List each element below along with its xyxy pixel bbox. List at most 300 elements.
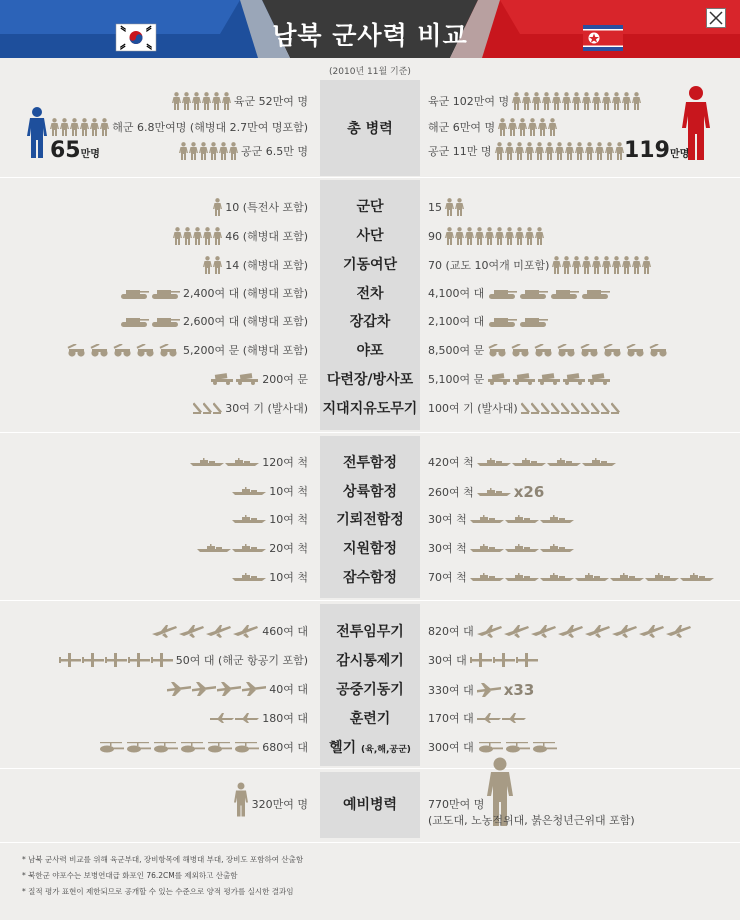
row-label-text: 군단 [356, 199, 384, 215]
south-value: 10여 척 [269, 513, 308, 526]
row-label [320, 452, 420, 472]
soldier-icon [575, 142, 584, 160]
south-value: 2,600여 대 (해병대 포함) [183, 315, 308, 328]
artillery-icon [66, 344, 88, 357]
ship-icon [470, 544, 504, 552]
row-label-text: 상륙함정 [342, 484, 398, 500]
north-row [428, 540, 574, 556]
tank-icon [119, 287, 149, 300]
south-row [232, 483, 308, 499]
heli-icon [504, 741, 530, 753]
south-row [210, 710, 308, 726]
soldier-icon [505, 227, 514, 245]
north-value: 8,500여 문 [428, 344, 485, 357]
row-label [320, 650, 420, 670]
multiplier-label: x33 [503, 681, 535, 699]
soldier-icon [515, 142, 524, 160]
south-value: 40여 대 [269, 683, 308, 696]
missile-icons [193, 402, 222, 415]
ship-icons [470, 573, 714, 581]
artillery-icon [533, 344, 555, 357]
soldier-icon [525, 142, 534, 160]
ship-icon [197, 544, 231, 552]
south-value: 5,200여 문 (해병대 포함) [183, 344, 308, 357]
south-row [59, 652, 308, 668]
tank-icon [518, 287, 548, 300]
soldier-icon [622, 256, 631, 274]
jet-icons [152, 624, 259, 638]
tank-icon [549, 287, 579, 300]
divider [0, 768, 740, 769]
mlrs-icons [487, 373, 611, 385]
north-value: 육군 102만여 명 [428, 95, 510, 108]
footnote: * 북한군 야포수는 보병연대급 화포인 76.2CM를 제외하고 산출함 [22, 871, 238, 880]
soldier-icon [50, 118, 59, 136]
north-row [428, 569, 714, 585]
ship-icons [477, 458, 616, 466]
jet-icon [666, 624, 692, 638]
ship-icon [582, 458, 616, 466]
row-label [320, 621, 420, 641]
soldier-icon [495, 142, 504, 160]
close-button[interactable] [706, 8, 726, 28]
soldier-icon [182, 92, 191, 110]
north-row [428, 739, 557, 755]
prop-icon [151, 653, 173, 667]
north-row [428, 681, 534, 699]
artillery-icon [487, 344, 509, 357]
mlrs-icon [537, 373, 561, 385]
ship-icons [190, 458, 259, 466]
soldier-icon [535, 227, 544, 245]
row-label: 예비병력 [342, 797, 398, 813]
soldier-icons [203, 256, 222, 274]
footnote: * 남북 군사력 비교를 위해 육군부대, 장비항목에 해병대 부대, 장비도 포함하여 산출함 [22, 855, 304, 864]
ship-icon [232, 573, 266, 581]
heli-icon [125, 741, 151, 753]
north-value: 260여 척 [428, 486, 474, 499]
trainer-icon [502, 713, 526, 723]
soldier-icon [552, 92, 561, 110]
jet-icon [152, 624, 178, 638]
soldier-icon [538, 118, 547, 136]
north-value: 100여 기 (발사대) [428, 402, 518, 415]
missile-icon [581, 402, 590, 415]
ship-icons [470, 515, 574, 523]
ship-icon [540, 544, 574, 552]
north-value: 70 (교도 10여개 미포함) [428, 259, 550, 272]
south-soldier-icon [22, 106, 52, 162]
north-value: 30여 대 [428, 654, 467, 667]
north-row [428, 285, 610, 301]
row-label-text: 사단 [356, 228, 384, 244]
artillery-icon [158, 344, 180, 357]
soldier-icon [612, 92, 621, 110]
soldier-icon [80, 118, 89, 136]
soldier-icon [172, 92, 181, 110]
prop-icon [128, 653, 150, 667]
row-label [320, 481, 420, 501]
south-row [98, 739, 308, 755]
north-row [428, 400, 620, 416]
row-label-text: 공중기동기 [336, 682, 404, 698]
soldier-icon [562, 92, 571, 110]
north-row [428, 371, 611, 387]
south-value: 120여 척 [262, 456, 308, 469]
soldier-icon [212, 92, 221, 110]
soldier-icon [229, 142, 238, 160]
soldier-icon [572, 92, 581, 110]
artillery-icon [135, 344, 157, 357]
tank-icon [150, 287, 180, 300]
north-value: 70여 척 [428, 571, 467, 584]
row-label-text: 잠수함정 [342, 570, 398, 586]
south-row [210, 371, 308, 387]
divider [0, 177, 740, 178]
soldier-icon [632, 92, 641, 110]
soldier-icon [455, 198, 464, 216]
ship-icon [680, 573, 714, 581]
soldier-icon [535, 142, 544, 160]
ship-icon [610, 573, 644, 581]
north-value: 330여 대 [428, 684, 474, 697]
missile-icon [591, 402, 600, 415]
south-value: 50여 대 (해군 항공기 포함) [175, 654, 308, 667]
soldier-icons [213, 198, 222, 216]
soldier-icon [555, 142, 564, 160]
divider [0, 432, 740, 433]
soldier-icon [545, 142, 554, 160]
north-value: 2,100여 대 [428, 315, 485, 328]
ship-icon [540, 573, 574, 581]
soldier-icons [498, 118, 557, 136]
soldier-icons [173, 227, 222, 245]
ship-icons [477, 488, 511, 496]
south-row [152, 623, 308, 639]
south-value: 200여 문 [262, 373, 308, 386]
transport-icons [167, 682, 266, 696]
divider [0, 600, 740, 601]
north-korea-flag-icon [583, 25, 623, 51]
row-label-text: 지원함정 [342, 541, 398, 557]
north-row [428, 313, 548, 329]
heli-icon [152, 741, 178, 753]
ship-icon [512, 458, 546, 466]
north-value: 30여 척 [428, 542, 467, 555]
tank-icon [580, 287, 610, 300]
soldier-icon [632, 256, 641, 274]
missile-icon [601, 402, 610, 415]
row-label-text: 헬기 [329, 740, 357, 756]
soldier-icon [193, 227, 202, 245]
artillery-icon [648, 344, 670, 357]
soldier-icon [202, 92, 211, 110]
missile-icon [203, 402, 212, 415]
soldier-icon [542, 92, 551, 110]
soldier-icon [565, 142, 574, 160]
close-icon [707, 9, 725, 27]
row-label-text: 야포 [356, 343, 384, 359]
south-row [66, 342, 308, 358]
soldier-icon [602, 256, 611, 274]
tank-icons [487, 315, 548, 328]
tank-icon [518, 315, 548, 328]
south-value: 공군 6.5만 명 [241, 145, 308, 158]
north-value: 420여 척 [428, 456, 474, 469]
south-value: 320만여 명 [251, 798, 308, 811]
soldier-icon [70, 118, 79, 136]
south-value: 해군 6.8만여명 (해병대 2.7만여 명포함) [112, 121, 308, 134]
soldier-icon [232, 782, 250, 818]
north-row [428, 198, 464, 216]
row-label [320, 340, 420, 360]
ship-icon [232, 544, 266, 552]
heli-icon [206, 741, 232, 753]
artillery-icon [510, 344, 532, 357]
trainer-icon [210, 713, 234, 723]
footnote: * 질적 평가 표현이 제한되므로 공개할 수 있는 수준으로 양적 평가를 실시한 결과임 [22, 887, 294, 896]
ship-icon [540, 515, 574, 523]
south-row [203, 256, 308, 274]
ship-icon [477, 458, 511, 466]
south-value: 육군 52만여 명 [233, 95, 308, 108]
transport-icon [167, 682, 191, 696]
ship-icons [232, 573, 266, 581]
soldier-icons [445, 227, 544, 245]
north-row [428, 652, 538, 668]
row-label-text: 감시통제기 [336, 653, 404, 669]
soldier-icon [525, 227, 534, 245]
row-label [320, 509, 420, 529]
south-value: 20여 척 [269, 542, 308, 555]
row-label-note: (육,해,공군) [361, 745, 411, 755]
row-label [320, 369, 420, 389]
missile-icons [521, 402, 620, 415]
ship-icon [505, 515, 539, 523]
soldier-icon [179, 142, 188, 160]
missile-icon [551, 402, 560, 415]
heli-icon [531, 741, 557, 753]
soldier-icon [485, 227, 494, 245]
prop-icons [470, 653, 538, 667]
soldier-icon [173, 227, 182, 245]
prop-icon [470, 653, 492, 667]
artillery-icon [556, 344, 578, 357]
south-row [167, 681, 308, 697]
north-value: 300여 대 [428, 741, 474, 754]
ship-icon [232, 487, 266, 495]
soldier-icon [605, 142, 614, 160]
north-value: 90 [428, 229, 442, 243]
trainer-icons [210, 713, 259, 723]
trainer-icon [477, 713, 501, 723]
soldier-icon [518, 118, 527, 136]
prop-icon [82, 653, 104, 667]
transport-icon [242, 682, 266, 696]
ship-icon [575, 573, 609, 581]
north-value: 770만여 명 [428, 798, 485, 811]
soldier-icon [203, 256, 212, 274]
soldier-icon [548, 118, 557, 136]
soldier-icon [60, 118, 69, 136]
row-label [320, 196, 420, 216]
jet-icon [558, 624, 584, 638]
row-label [320, 311, 420, 331]
mlrs-icon [210, 373, 234, 385]
soldier-icon [213, 256, 222, 274]
header [0, 0, 740, 62]
north-total-row [428, 118, 557, 136]
soldier-icon [592, 256, 601, 274]
soldier-icon [455, 227, 464, 245]
jet-icon [233, 624, 259, 638]
soldier-icon [582, 256, 591, 274]
row-label-text: 기동여단 [342, 257, 398, 273]
row-label [320, 254, 420, 274]
south-row [119, 285, 308, 301]
soldier-icon [213, 198, 222, 216]
soldier-icon [552, 256, 561, 274]
soldier-icon [572, 256, 581, 274]
row-label-text: 전투임무기 [336, 624, 404, 640]
soldier-icons [552, 256, 651, 274]
south-value: 180여 대 [262, 712, 308, 725]
soldier-icon [445, 198, 454, 216]
jet-icon [477, 624, 503, 638]
missile-icon [611, 402, 620, 415]
ship-icons [197, 544, 266, 552]
ship-icon [470, 573, 504, 581]
north-row [428, 623, 692, 639]
transport-icon [192, 682, 216, 696]
transport-icons [477, 683, 501, 697]
prop-icon [516, 653, 538, 667]
north-subvalue: (교도대, 노농적위대, 붉은청년근위대 포함) [428, 814, 635, 827]
south-korea-flag-icon [116, 24, 156, 51]
prop-icon [105, 653, 127, 667]
heli-icons [98, 741, 259, 753]
missile-icon [213, 402, 222, 415]
ship-icon [190, 458, 224, 466]
mlrs-icon [562, 373, 586, 385]
soldier-icon [592, 92, 601, 110]
jet-icon [612, 624, 638, 638]
soldier-icon [515, 227, 524, 245]
north-total: 119만명 [624, 138, 690, 163]
soldier-icon [199, 142, 208, 160]
missile-icon [531, 402, 540, 415]
missile-icon [521, 402, 530, 415]
north-value: 공군 11만 명 [428, 145, 492, 158]
soldier-icon [562, 256, 571, 274]
heli-icon [233, 741, 259, 753]
soldier-icon [498, 118, 507, 136]
south-row [119, 313, 308, 329]
soldier-icon [512, 92, 521, 110]
soldier-icon [532, 92, 541, 110]
artillery-icon [602, 344, 624, 357]
soldier-icon [209, 142, 218, 160]
ship-icons [232, 487, 266, 495]
soldier-icons [179, 142, 238, 160]
transport-icon [217, 682, 241, 696]
north-value: 30여 척 [428, 513, 467, 526]
soldier-icon [522, 92, 531, 110]
jet-icons [477, 624, 692, 638]
page-title: 남북 군사력 비교 [272, 21, 468, 50]
mlrs-icon [512, 373, 536, 385]
south-row [190, 454, 308, 470]
soldier-icon [612, 256, 621, 274]
soldier-icons [445, 198, 464, 216]
ship-icon [645, 573, 679, 581]
prop-icons [59, 653, 173, 667]
artillery-icon [89, 344, 111, 357]
ship-icon [505, 573, 539, 581]
soldier-icon [192, 92, 201, 110]
north-row [428, 227, 544, 245]
north-value: 15 [428, 200, 442, 214]
tank-icon [487, 287, 517, 300]
north-value: 4,100여 대 [428, 287, 485, 300]
trainer-icons [477, 713, 526, 723]
north-total-row [428, 92, 641, 110]
south-value: 46 (해병대 포함) [225, 230, 308, 243]
prop-icon [59, 653, 81, 667]
row-label-text: 기뢰전함정 [336, 512, 404, 528]
south-row [232, 511, 308, 527]
transport-icon [477, 683, 501, 697]
multiplier-label: x26 [513, 483, 545, 501]
heli-icons [477, 741, 557, 753]
row-label [320, 398, 420, 418]
north-row [428, 342, 670, 358]
missile-icon [541, 402, 550, 415]
south-value: 680여 대 [262, 741, 308, 754]
ship-icon [505, 544, 539, 552]
soldier-icons [172, 92, 231, 110]
south-total-row [50, 118, 308, 136]
south-row [173, 227, 308, 245]
row-label: 총 병력 [347, 121, 393, 137]
soldier-icon [585, 142, 594, 160]
mlrs-icons [210, 373, 259, 385]
prop-icon [493, 653, 515, 667]
tank-icon [487, 315, 517, 328]
south-total: 65만명 [50, 138, 100, 163]
tank-icons [119, 287, 180, 300]
soldier-icon [508, 118, 517, 136]
north-value: 170여 대 [428, 712, 474, 725]
north-value: 5,100여 문 [428, 373, 485, 386]
row-label [320, 567, 420, 587]
north-row [428, 483, 544, 501]
tank-icon [150, 315, 180, 328]
artillery-icons [66, 344, 180, 357]
north-value: 해군 6만여 명 [428, 121, 496, 134]
tank-icons [119, 315, 180, 328]
soldier-icon [582, 92, 591, 110]
jet-icon [585, 624, 611, 638]
row-label-text: 다련장/방사포 [326, 372, 414, 388]
row-label-text: 전차 [356, 286, 384, 302]
ship-icon [232, 515, 266, 523]
artillery-icon [112, 344, 134, 357]
missile-icon [193, 402, 202, 415]
divider [0, 842, 740, 843]
row-label [320, 708, 420, 728]
ship-icon [477, 488, 511, 496]
